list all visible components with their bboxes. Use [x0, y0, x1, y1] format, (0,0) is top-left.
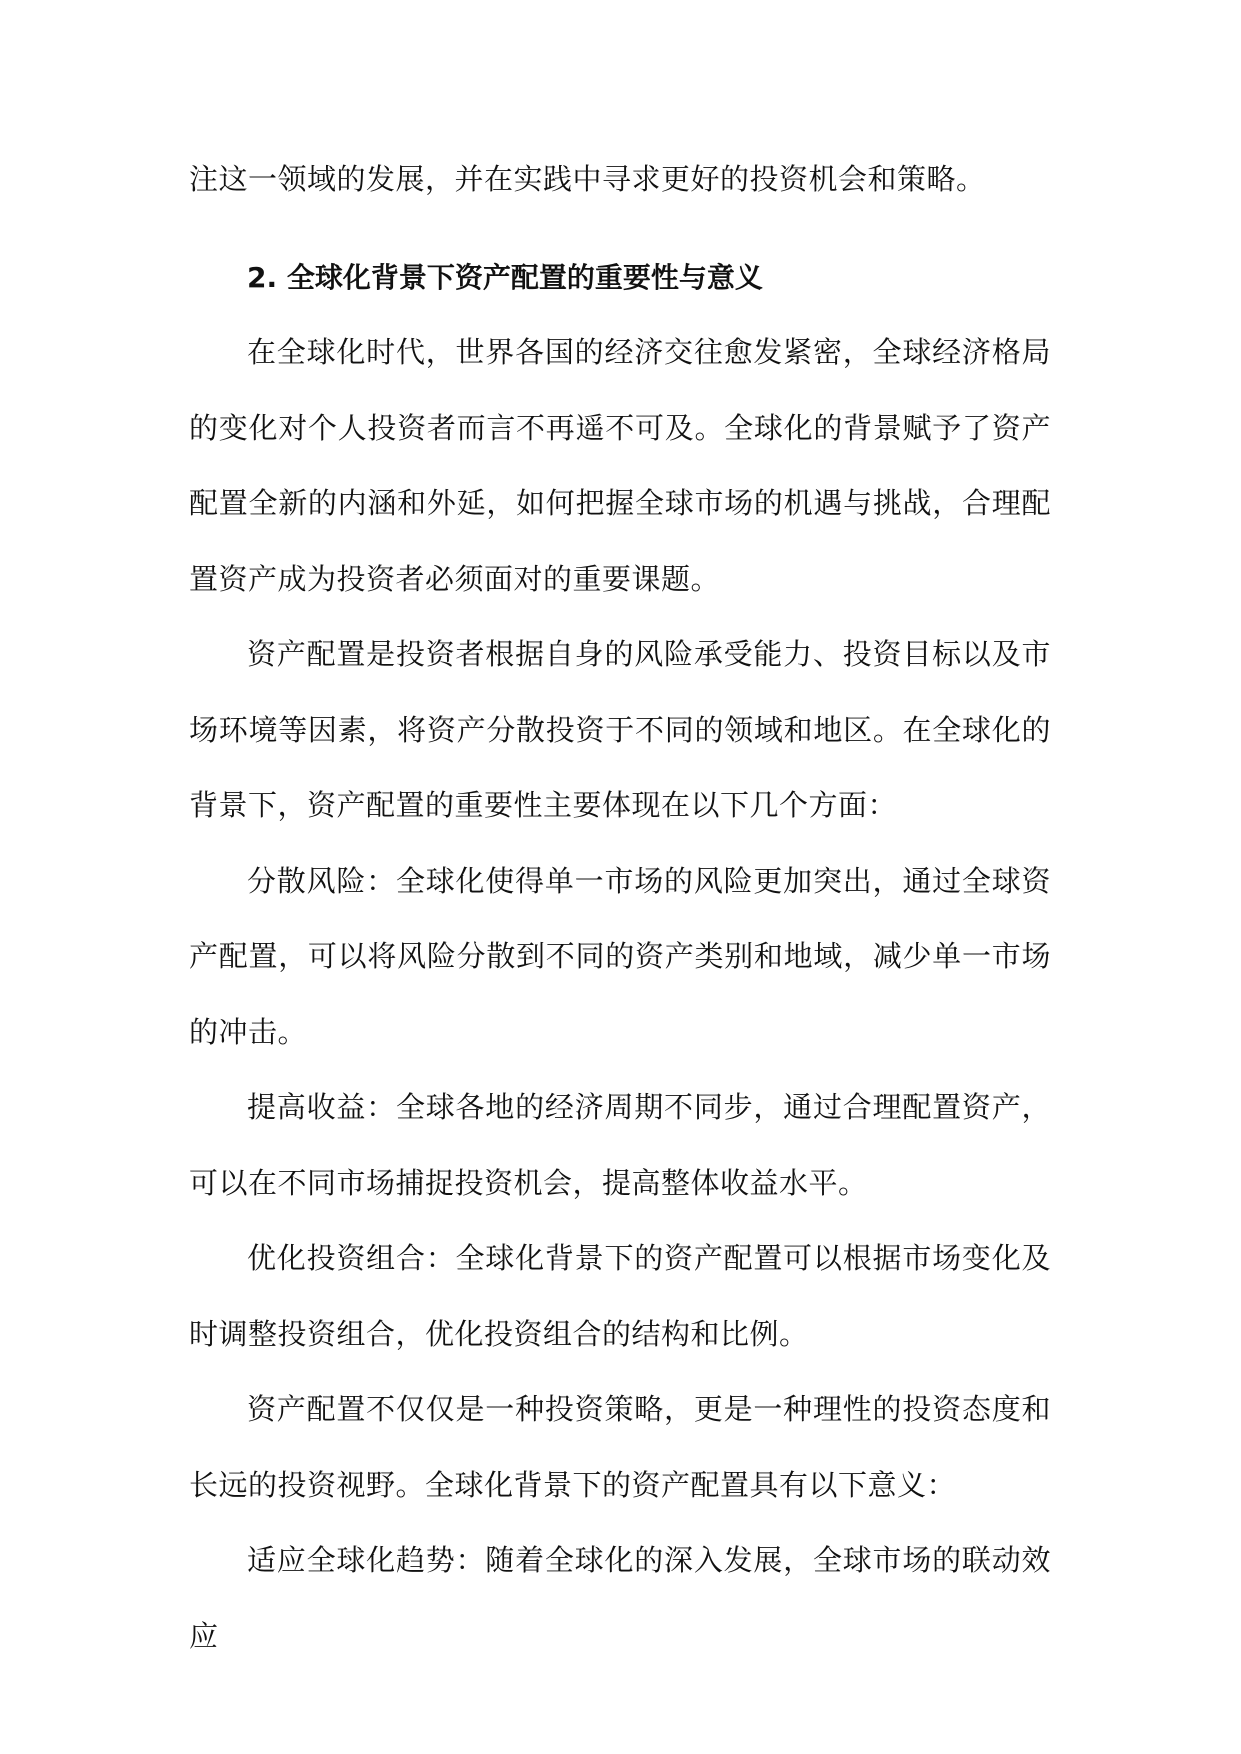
paragraph-diversify-risk: 分散风险：全球化使得单一市场的风险更加突出，通过全球资产配置，可以将风险分散到不同的资产类别和地域，减少单一市场的冲击。 [189, 863, 1051, 1049]
continuation-paragraph: 注这一领域的发展，并在实践中寻求更好的投资机会和策略。 [189, 162, 986, 196]
section-heading: 2. 全球化背景下资产配置的重要性与意义 [247, 260, 763, 294]
document-body [189, 142, 1051, 1674]
paragraph-optimize-portfolio: 优化投资组合：全球化背景下的资产配置可以根据市场变化及时调整投资组合，优化投资组合的结构和比例。 [189, 1241, 1051, 1351]
paragraph-globalization-era: 在全球化时代，世界各国的经济交往愈发紧密，全球经济格局的变化对个人投资者而言不再遥不可及。全球化的背景赋予了资产配置全新的内涵和外延，如何把握全球市场的机遇与挑战，合理配置资产成为投资者必须面对的重要课题。 [189, 335, 1051, 596]
paragraph-allocation-significance: 资产配置不仅仅是一种投资策略，更是一种理性的投资态度和长远的投资视野。全球化背景下的资产配置具有以下意义： [189, 1392, 1051, 1502]
paragraph-asset-allocation-definition: 资产配置是投资者根据自身的风险承受能力、投资目标以及市场环境等因素，将资产分散投资于不同的领域和地区。在全球化的背景下，资产配置的重要性主要体现在以下几个方面： [189, 637, 1051, 822]
paragraph-adapt-globalization: 适应全球化趋势：随着全球化的深入发展，全球市场的联动效应 [189, 1543, 1051, 1653]
paragraph-improve-returns: 提高收益：全球各地的经济周期不同步，通过合理配置资产，可以在不同市场捕捉投资机会，提高整体收益水平。 [189, 1090, 1051, 1200]
